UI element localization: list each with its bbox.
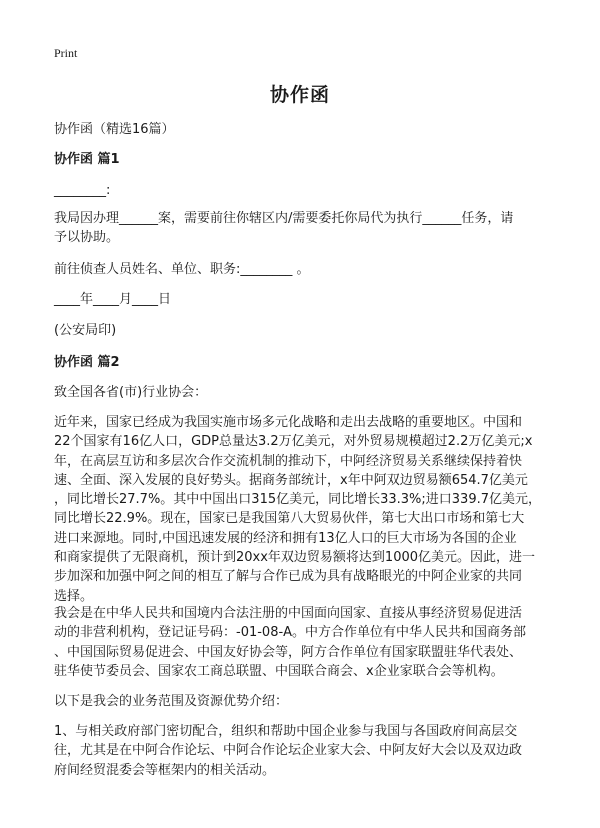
addressee-line: ________: xyxy=(54,183,111,198)
text-line: 府间经贸混委会等框架内的相关活动。 xyxy=(54,762,276,778)
text-line: 步加深和加强中阿之间的相互了解与合作已成为具有战略眼光的中阿企业家的共同 xyxy=(54,569,523,585)
text-line: 进口来源地。同时,中国迅速发展的经济和拥有13亿人口的巨大市场为各国的企业 xyxy=(54,530,517,546)
salutation-line: 致全国各省(市)行业协会： xyxy=(54,385,208,400)
text-line: 和商家提供了无限商机，预计到20xx年双边贸易额将达到1000亿美元。因此，进一 xyxy=(54,550,536,566)
text-line: 近年来，国家已经成为我国实施市场多元化战略和走出去战略的重要地区。中国和 xyxy=(54,415,523,430)
text-line: 我局因办理______案，需要前往你辖区内/需要委托你局代为执行______任务，请 xyxy=(54,211,514,226)
text-line: 1、与相关政府部门密切配合，组织和帮助中国企业参与我国与各国政府间高层交 xyxy=(54,724,518,739)
section-1-body xyxy=(54,209,552,248)
investigator-line: 前往侦查人员姓名、单位、职务:________ 。 xyxy=(54,262,310,277)
text-line: 年，在高层互访和多层次合作交流机制的推动下，中阿经济贸易关系继续保持着快 xyxy=(54,453,523,469)
text-line: ，同比增长27.7%。其中中国出口315亿美元，同比增长33.3%;进口339.7亿美元， xyxy=(54,492,542,508)
text-line: 同比增长22.9%。现在，国家已是我国第八大贸易伙伴，第七大出口市场和第七大 xyxy=(54,511,525,527)
text-line: 动的非营利机构，登记证号码：-01-08-A。中方合作单位有中华人民共和国商务部 xyxy=(54,625,527,641)
text-line: 予以协助。 xyxy=(54,230,120,246)
paragraph-4 xyxy=(54,722,552,780)
text-line: 22个国家有16亿人口，GDP总量达3.2万亿美元，对外贸易规模超过2.2万亿美元;x xyxy=(54,434,533,450)
seal-line: (公安局印) xyxy=(54,323,117,338)
text-line: 驻华使节委员会、国家农工商总联盟、中国联合商会、x企业家联合会等机构。 xyxy=(54,663,504,679)
text-line: 往，尤其是在中阿合作论坛、中阿合作论坛企业家大会、中阿友好大会以及双边政 xyxy=(54,743,523,759)
text-line: 我会是在中华人民共和国境内合法注册的中国面向国家、直接从事经济贸易促进活 xyxy=(54,606,523,621)
paragraph-2 xyxy=(54,604,552,681)
text-line: 选择。 xyxy=(54,588,94,604)
section-1-heading: 协作函 篇1 xyxy=(54,152,120,167)
text-line: 速、全面、深入发展的良好势头。据商务部统计，x年中阿双边贸易额654.7亿美元 xyxy=(54,472,528,488)
paragraph-3: 以下是我会的业务范围及资源优势介绍： xyxy=(54,694,289,709)
document-subtitle: 协作函（精选16篇） xyxy=(54,122,175,137)
section-2-heading: 协作函 篇2 xyxy=(54,355,120,370)
document-title: 协作函 xyxy=(269,84,330,106)
paragraph-1 xyxy=(54,413,552,606)
text-line: 、中国国际贸易促进会、中国友好协会等，阿方合作单位有国家联盟驻华代表处、 xyxy=(54,644,523,660)
date-line: ____年____月____日 xyxy=(54,292,172,307)
print-label[interactable]: Print xyxy=(54,46,78,60)
